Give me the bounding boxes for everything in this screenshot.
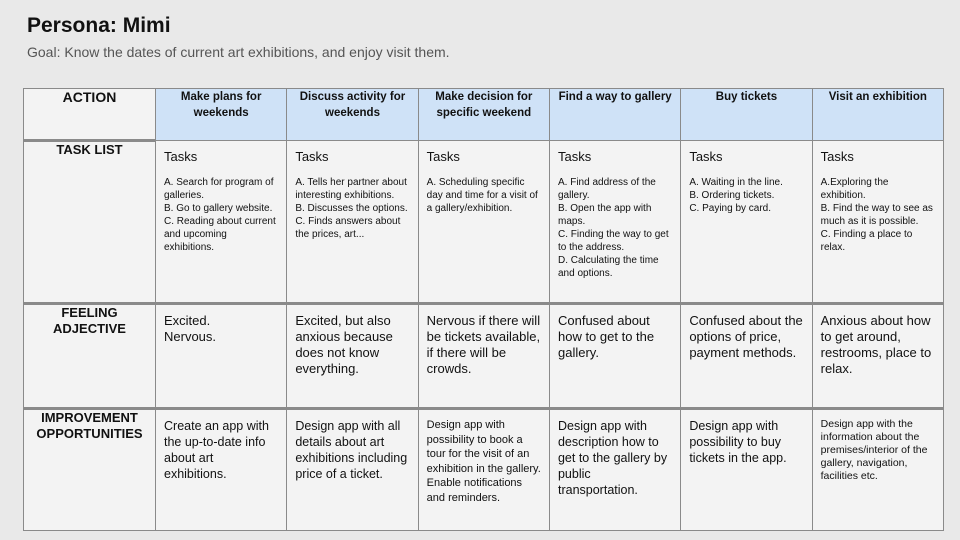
task-item: C. Finding the way to get to the address.	[557, 229, 669, 253]
task-cell	[549, 141, 680, 304]
row-header-task-list: TASK LIST	[24, 141, 156, 304]
task-item: B. Go to gallery website.	[164, 203, 273, 214]
feeling-cell	[156, 304, 287, 409]
task-item: A.Exploring the exhibition.	[820, 177, 889, 201]
tasks-label: Tasks	[820, 149, 854, 164]
improvement-cell	[156, 409, 287, 531]
task-item: A. Scheduling specific day and time for a visit of a gallery/exhibition.	[426, 177, 538, 214]
task-cell	[287, 141, 418, 304]
feeling-text: Confused about the options of price, payment methods.	[689, 313, 803, 360]
tasks-label: Tasks	[557, 149, 592, 164]
action-row	[24, 89, 944, 141]
action-header: Find a way to gallery	[549, 89, 680, 141]
tasks-label: Tasks	[164, 149, 198, 164]
task-item: C. Finds answers about the prices, art...	[295, 216, 401, 240]
tasks-label: Tasks	[689, 149, 723, 164]
task-item: B. Open the app with maps.	[557, 203, 652, 227]
improvement-cell	[287, 409, 418, 531]
improvement-cell	[681, 409, 812, 531]
task-list-row	[24, 141, 944, 304]
improvement-text: Design app with possibility to book a tour for the visit of an exhibition in the gallery. Enable notifications and reminders.	[426, 419, 541, 504]
feeling-text: Confused about how to get to the gallery.	[557, 313, 655, 360]
feeling-text: Excited, but also anxious because does not know everything.	[295, 313, 393, 376]
action-header: Visit an exhibition	[812, 89, 943, 141]
task-cell	[418, 141, 549, 304]
improvement-text: Create an app with the up-to-date info about art exhibitions.	[164, 419, 269, 481]
improvement-row	[24, 409, 944, 531]
task-item: C. Reading about current and upcoming exhibitions.	[164, 216, 276, 253]
improvement-cell	[549, 409, 680, 531]
improvement-text: Design app with the information about the premises/interior of the gallery, navigation, facilities etc.	[820, 418, 928, 482]
task-item: A. Search for program of galleries.	[164, 177, 274, 201]
persona-title: Persona: Mimi	[27, 14, 171, 37]
feeling-cell	[549, 304, 680, 409]
action-header: Discuss activity for weekends	[287, 89, 418, 141]
feeling-cell	[418, 304, 549, 409]
task-item: B. Find the way to see as much as it is possible.	[820, 203, 933, 227]
improvement-text: Design app with possibility to buy tickets in the app.	[689, 419, 787, 465]
feeling-text: Excited.	[164, 313, 211, 328]
tasks-label: Tasks	[295, 149, 329, 164]
row-header-action: ACTION	[24, 89, 156, 141]
row-header-feeling: FEELING ADJECTIVE	[24, 304, 156, 409]
action-header: Buy tickets	[681, 89, 812, 141]
feeling-text: Nervous if there will be tickets available, if there will be crowds.	[426, 313, 541, 376]
feeling-cell	[812, 304, 943, 409]
task-cell	[681, 141, 812, 304]
persona-goal: Goal: Know the dates of current art exhibitions, and enjoy visit them.	[27, 44, 450, 60]
task-cell	[156, 141, 287, 304]
task-item: C. Paying by card.	[689, 203, 772, 214]
task-item: A. Waiting in the line.	[689, 177, 783, 188]
task-cell	[812, 141, 943, 304]
feeling-cell	[681, 304, 812, 409]
task-item: A. Tells her partner about interesting exhibitions.	[295, 177, 407, 201]
improvement-text: Design app with all details about art exhibitions including price of a ticket.	[295, 419, 408, 481]
journey-map-table	[23, 88, 944, 531]
tasks-label: Tasks	[426, 149, 460, 164]
row-header-improvement: IMPROVEMENT OPPORTUNITIES	[24, 409, 156, 531]
feeling-text: Anxious about how to get around, restrooms, place to relax.	[820, 313, 932, 376]
improvement-cell	[812, 409, 943, 531]
feeling-text: Nervous.	[164, 329, 217, 344]
improvement-text: Design app with description how to get to the gallery by public transportation.	[557, 419, 668, 497]
task-item: A. Find address of the gallery.	[557, 177, 656, 201]
task-item: B. Ordering tickets.	[689, 190, 775, 201]
action-header: Make decision for specific weekend	[418, 89, 549, 141]
task-item: C. Finding a place to relax.	[820, 229, 913, 253]
feeling-cell	[287, 304, 418, 409]
task-item: D. Calculating the time and options.	[557, 255, 659, 279]
feeling-row	[24, 304, 944, 409]
action-header: Make plans for weekends	[156, 89, 287, 141]
improvement-cell	[418, 409, 549, 531]
task-item: B. Discusses the options.	[295, 203, 408, 214]
